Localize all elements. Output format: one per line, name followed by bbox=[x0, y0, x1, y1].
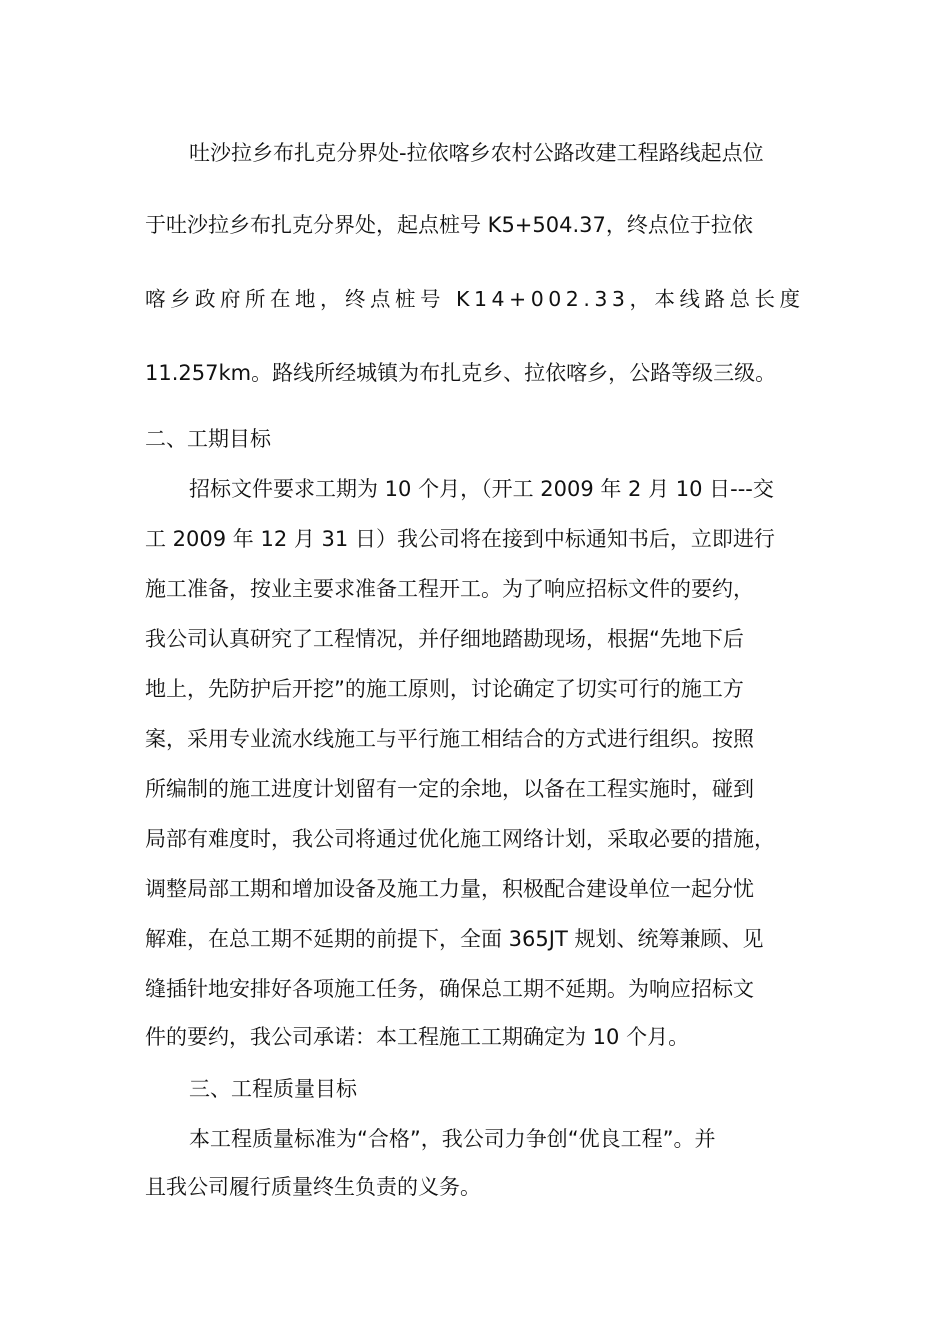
paragraph-line: 工 2009 年 12 月 31 日）我公司将在接到中标通知书后，立即进行 bbox=[145, 527, 775, 551]
paragraph-line: 件的要约，我公司承诺：本工程施工工期确定为 10 个月。 bbox=[145, 1025, 690, 1049]
paragraph-line: 吐沙拉乡布扎克分界处-拉依喀乡农村公路改建工程路线起点位 bbox=[189, 141, 764, 165]
paragraph-line: 调整局部工期和增加设备及施工力量，积极配合建设单位一起分忧 bbox=[145, 877, 754, 901]
paragraph-line: 本工程质量标准为“合格”，我公司力争创“优良工程”。并 bbox=[189, 1127, 716, 1151]
paragraph-line: 局部有难度时，我公司将通过优化施工网络计划，采取必要的措施， bbox=[145, 827, 775, 851]
paragraph-line: 招标文件要求工期为 10 个月，（开工 2009 年 2 月 10 日---交 bbox=[189, 477, 774, 501]
paragraph-line: 且我公司履行质量终生负责的义务。 bbox=[145, 1175, 481, 1199]
paragraph-line: 喀乡政府所在地，终点桩号 K14+002.33，本线路总长度 bbox=[145, 287, 805, 311]
section-heading-schedule: 二、工期目标 bbox=[145, 427, 271, 451]
paragraph-line: 解难，在总工期不延期的前提下，全面 365JT 规划、统筹兼顾、见 bbox=[145, 927, 764, 951]
paragraph-line: 案，采用专业流水线施工与平行施工相结合的方式进行组织。按照 bbox=[145, 727, 754, 751]
paragraph-line: 11.257km。路线所经城镇为布扎克乡、拉依喀乡，公路等级三级。 bbox=[145, 361, 777, 385]
paragraph-line: 所编制的施工进度计划留有一定的余地，以备在工程实施时，碰到 bbox=[145, 777, 754, 801]
paragraph-line: 地上，先防护后开挖”的施工原则，讨论确定了切实可行的施工方 bbox=[145, 677, 744, 701]
paragraph-line: 施工准备，按业主要求准备工程开工。为了响应招标文件的要约， bbox=[145, 577, 754, 601]
paragraph-line: 于吐沙拉乡布扎克分界处，起点桩号 K5+504.37，终点位于拉依 bbox=[145, 213, 753, 237]
paragraph-line: 我公司认真研究了工程情况，并仔细地踏勘现场，根据“先地下后 bbox=[145, 627, 744, 651]
paragraph-line: 缝插针地安排好各项施工任务，确保总工期不延期。为响应招标文 bbox=[145, 977, 754, 1001]
section-heading-quality: 三、工程质量目标 bbox=[189, 1077, 357, 1101]
